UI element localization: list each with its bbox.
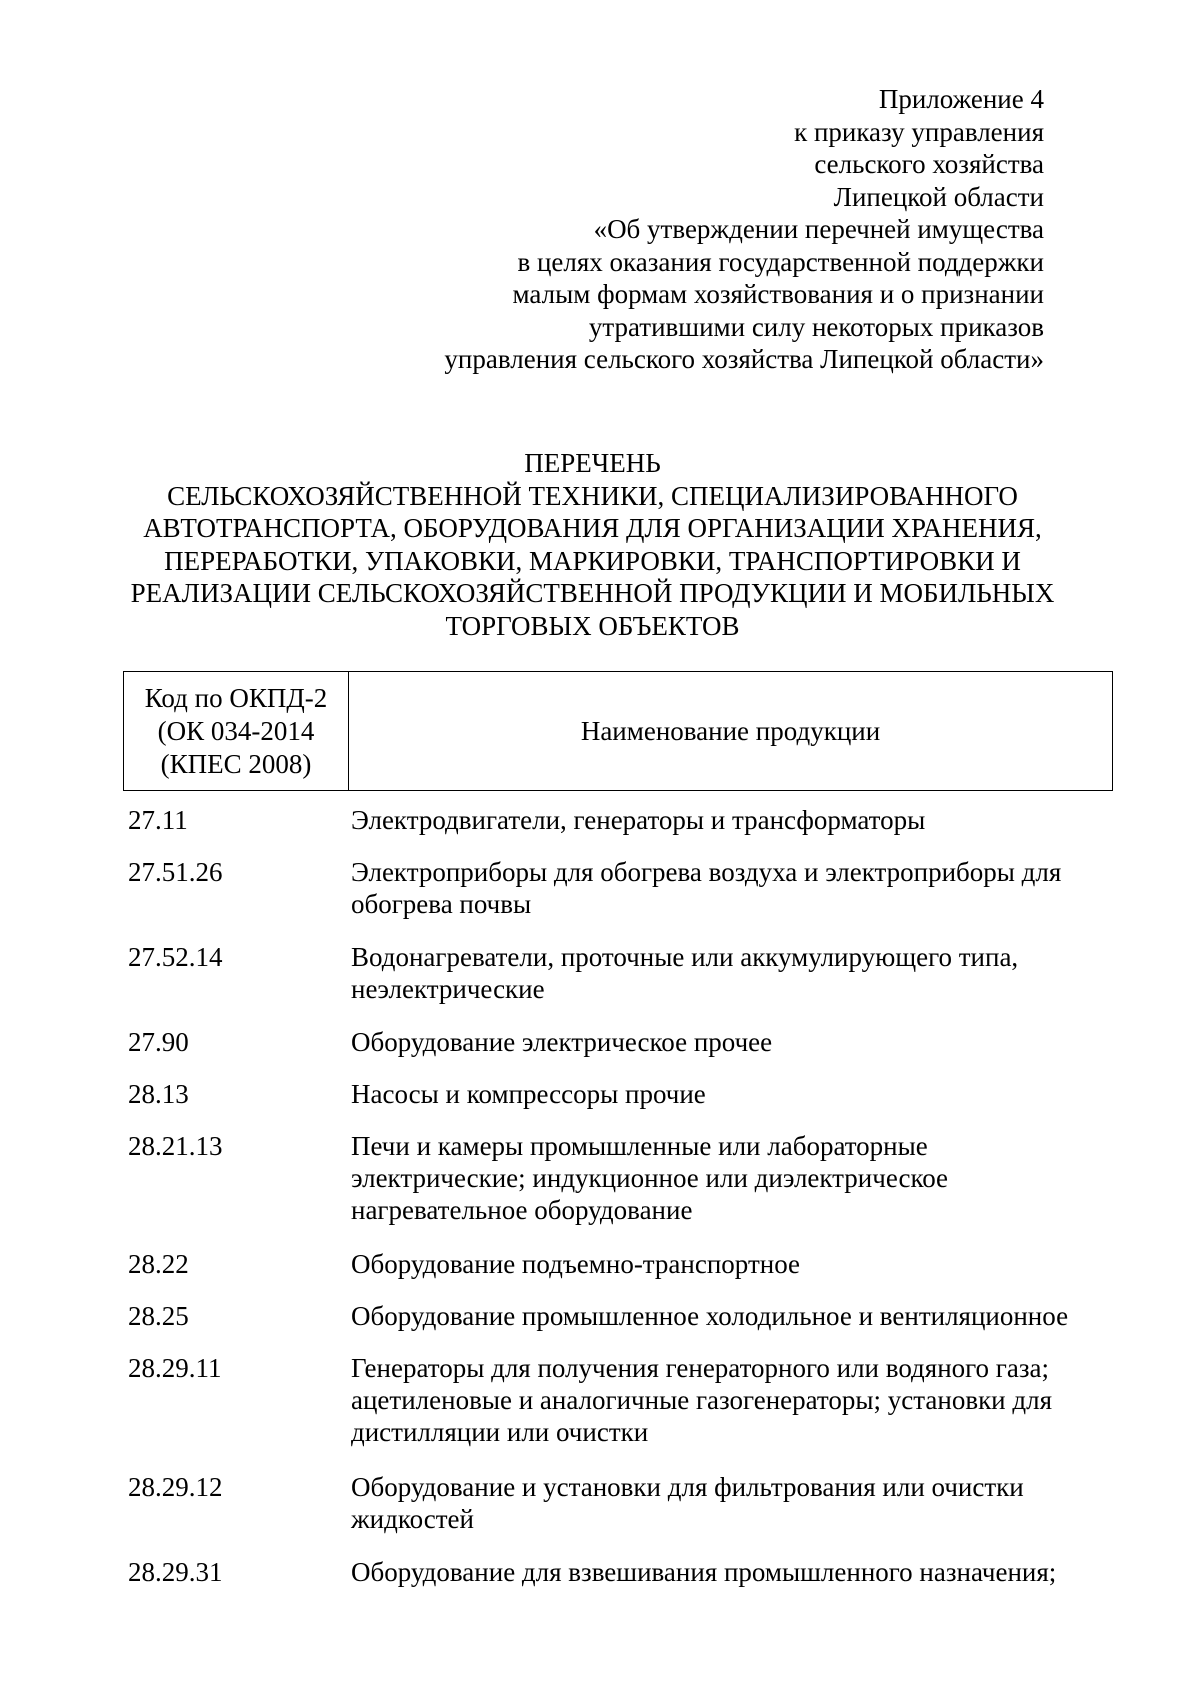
appendix-line: к приказу управления xyxy=(794,116,1044,147)
row-code: 28.29.12 xyxy=(128,1472,223,1502)
row-name-line: Оборудование для взвешивания промышленного назначения; xyxy=(351,1557,1057,1587)
header-code-line: Код по ОКПД-2 xyxy=(144,682,328,713)
row-name-line: Оборудование электрическое прочее xyxy=(351,1027,773,1057)
row-name xyxy=(351,1471,1111,1535)
row-name-line: нагревательное оборудование xyxy=(351,1195,693,1225)
row-name-line: Насосы и компрессоры прочие xyxy=(351,1079,706,1109)
row-name-line: Печи и камеры промышленные или лабораторные xyxy=(351,1131,928,1161)
row-name-line: Генераторы для получения генераторного или водяного газа; xyxy=(351,1353,1050,1383)
appendix-line: Липецкой области xyxy=(833,181,1044,212)
row-name-line: ацетиленовые и аналогичные газогенераторы; установки для xyxy=(351,1385,1053,1415)
row-name xyxy=(351,1078,1111,1110)
appendix-line: в целях оказания государственной поддержки xyxy=(517,246,1044,277)
row-name xyxy=(351,1026,1111,1058)
row-name xyxy=(351,941,1111,1005)
title-line: ТОРГОВЫХ ОБЪЕКТОВ xyxy=(445,610,740,641)
row-name-line: жидкостей xyxy=(351,1504,474,1534)
appendix-line: сельского хозяйства xyxy=(814,149,1044,179)
header-name-label: Наименование продукции xyxy=(580,715,881,746)
title-line: АВТОТРАНСПОРТА, ОБОРУДОВАНИЯ ДЛЯ ОРГАНИЗАЦИИ ХРАНЕНИЯ, xyxy=(143,513,1042,544)
row-name-line: Оборудование и установки для фильтрования или очистки xyxy=(351,1472,1024,1502)
appendix-header xyxy=(444,83,1044,376)
header-code-line: (ОК 034-2014 xyxy=(157,715,315,746)
row-name xyxy=(351,1300,1111,1332)
header-name-cell xyxy=(349,672,1112,790)
table-header xyxy=(123,671,1113,791)
row-name xyxy=(351,856,1111,920)
row-name xyxy=(351,1130,1111,1226)
document-title xyxy=(120,447,1065,643)
appendix-line: «Об утверждении перечней имущества xyxy=(593,214,1044,244)
row-code: 28.21.13 xyxy=(128,1131,223,1161)
appendix-line: малым формам хозяйствования и о признании xyxy=(512,279,1044,309)
appendix-line: утратившими силу некоторых приказов xyxy=(588,311,1044,342)
row-name xyxy=(351,1556,1111,1588)
row-name-line: электрические; индукционное или диэлектрическое xyxy=(351,1163,949,1193)
row-name-line: Оборудование промышленное холодильное и вентиляционное xyxy=(351,1301,1069,1331)
row-code: 27.51.26 xyxy=(128,857,223,887)
row-code: 27.11 xyxy=(128,805,188,835)
row-code: 28.29.11 xyxy=(128,1353,222,1383)
row-code: 28.25 xyxy=(128,1301,189,1331)
row-code: 27.52.14 xyxy=(128,942,223,972)
row-code: 28.22 xyxy=(128,1249,189,1279)
row-name-line: неэлектрические xyxy=(351,974,545,1004)
row-name-line: Водонагреватели, проточные или аккумулирующего типа, xyxy=(351,942,1019,972)
row-code: 28.29.31 xyxy=(128,1557,223,1587)
row-name-line: обогрева почвы xyxy=(351,889,532,919)
title-line: ПЕРЕРАБОТКИ, УПАКОВКИ, МАРКИРОВКИ, ТРАНСПОРТИРОВКИ И xyxy=(164,545,1021,576)
row-name-line: Электродвигатели, генераторы и трансформаторы xyxy=(351,805,926,835)
row-name xyxy=(351,1248,1111,1280)
header-code-cell xyxy=(124,672,349,790)
appendix-line: Приложение 4 xyxy=(878,84,1044,114)
appendix-line: управления сельского хозяйства Липецкой области» xyxy=(444,344,1044,374)
row-name-line: дистилляции или очистки xyxy=(351,1417,649,1447)
title-line: ПЕРЕЧЕНЬ xyxy=(524,448,661,478)
title-line: РЕАЛИЗАЦИИ СЕЛЬСКОХОЗЯЙСТВЕННОЙ ПРОДУКЦИИ И МОБИЛЬНЫХ xyxy=(130,578,1055,609)
row-name-line: Оборудование подъемно-транспортное xyxy=(351,1249,801,1279)
header-code-line: (КПЕС 2008) xyxy=(160,748,312,779)
row-code: 28.13 xyxy=(128,1079,189,1109)
row-name xyxy=(351,804,1111,836)
row-name xyxy=(351,1352,1111,1448)
row-code: 27.90 xyxy=(128,1027,189,1057)
row-name-line: Электроприборы для обогрева воздуха и электроприборы для xyxy=(351,857,1062,887)
title-line: СЕЛЬСКОХОЗЯЙСТВЕННОЙ ТЕХНИКИ, СПЕЦИАЛИЗИРОВАННОГО xyxy=(167,480,1018,511)
